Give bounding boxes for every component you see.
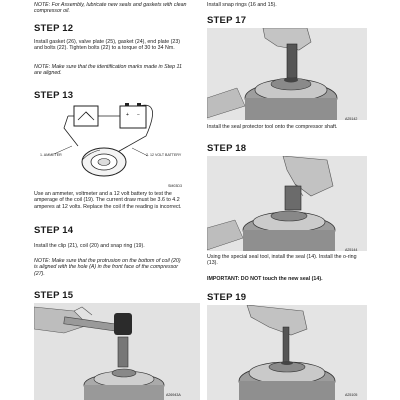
step-18-photo bbox=[207, 156, 367, 251]
step-15-figure-code: A26943A bbox=[166, 393, 181, 397]
step-19-figure-code: A25105 bbox=[345, 393, 358, 397]
step-13-figure-code: SM03D3 bbox=[168, 184, 182, 188]
svg-text:+: + bbox=[126, 112, 129, 118]
svg-text:−: − bbox=[137, 112, 140, 118]
ammeter-label: 1. AMMETER bbox=[40, 153, 62, 157]
step-19-heading: STEP 19 bbox=[207, 292, 247, 303]
step-15-photo bbox=[34, 303, 200, 400]
step-12-heading: STEP 12 bbox=[34, 23, 74, 34]
step-15-heading: STEP 15 bbox=[34, 290, 74, 301]
assembly-note: NOTE: For Assembly, lubricate new seals and gaskets with clean compressor oil. bbox=[34, 2, 187, 15]
step-13-body: Use an ammeter, voltmeter and a 12 volt battery to test the amperage of the coil (19). The current draw must be 3.6 to 4.2 amperes at 12 volts. Replace the coil if the reading is incorrect. bbox=[34, 191, 182, 210]
coil-test-diagram bbox=[34, 102, 200, 188]
step-14-body: Install the clip (21), coil (20) and snap ring (19). bbox=[34, 243, 145, 249]
step-17-heading: STEP 17 bbox=[207, 15, 247, 26]
step-18-important: IMPORTANT: DO NOT touch the new seal (14). bbox=[207, 276, 323, 282]
step-18-heading: STEP 18 bbox=[207, 143, 247, 154]
step-17-figure-code: A25142 bbox=[345, 117, 358, 121]
step-17-photo bbox=[207, 28, 367, 120]
battery-label: 2. 12 VOLT BATTERY bbox=[146, 153, 182, 157]
step-19-photo bbox=[207, 305, 367, 400]
step-14-heading: STEP 14 bbox=[34, 225, 74, 236]
step-17-body: Install the seal protector tool onto the compressor shaft. bbox=[207, 124, 338, 130]
snap-ring-instruction: Install snap rings (16 and 15). bbox=[207, 2, 277, 8]
step-18-body: Using the special seal tool, install the seal (14). Install the o-ring (13). bbox=[207, 254, 357, 267]
step-18-figure-code: A25144 bbox=[345, 248, 358, 252]
step-12-note: NOTE: Make sure that the identification marks made in Step 11 are aligned. bbox=[34, 64, 182, 77]
step-13-heading: STEP 13 bbox=[34, 90, 74, 101]
step-12-body: Install gasket (26), valve plate (25), gasket (24), end plate (23) and bolts (22). Tighten bolts (22) to a torque of 30 to 34 Nm. bbox=[34, 39, 181, 52]
step-14-note: NOTE: Make sure that the protrusion on the bottom of coil (20) is aligned with the hole (A) in the front face of the compressor (27). bbox=[34, 258, 181, 277]
